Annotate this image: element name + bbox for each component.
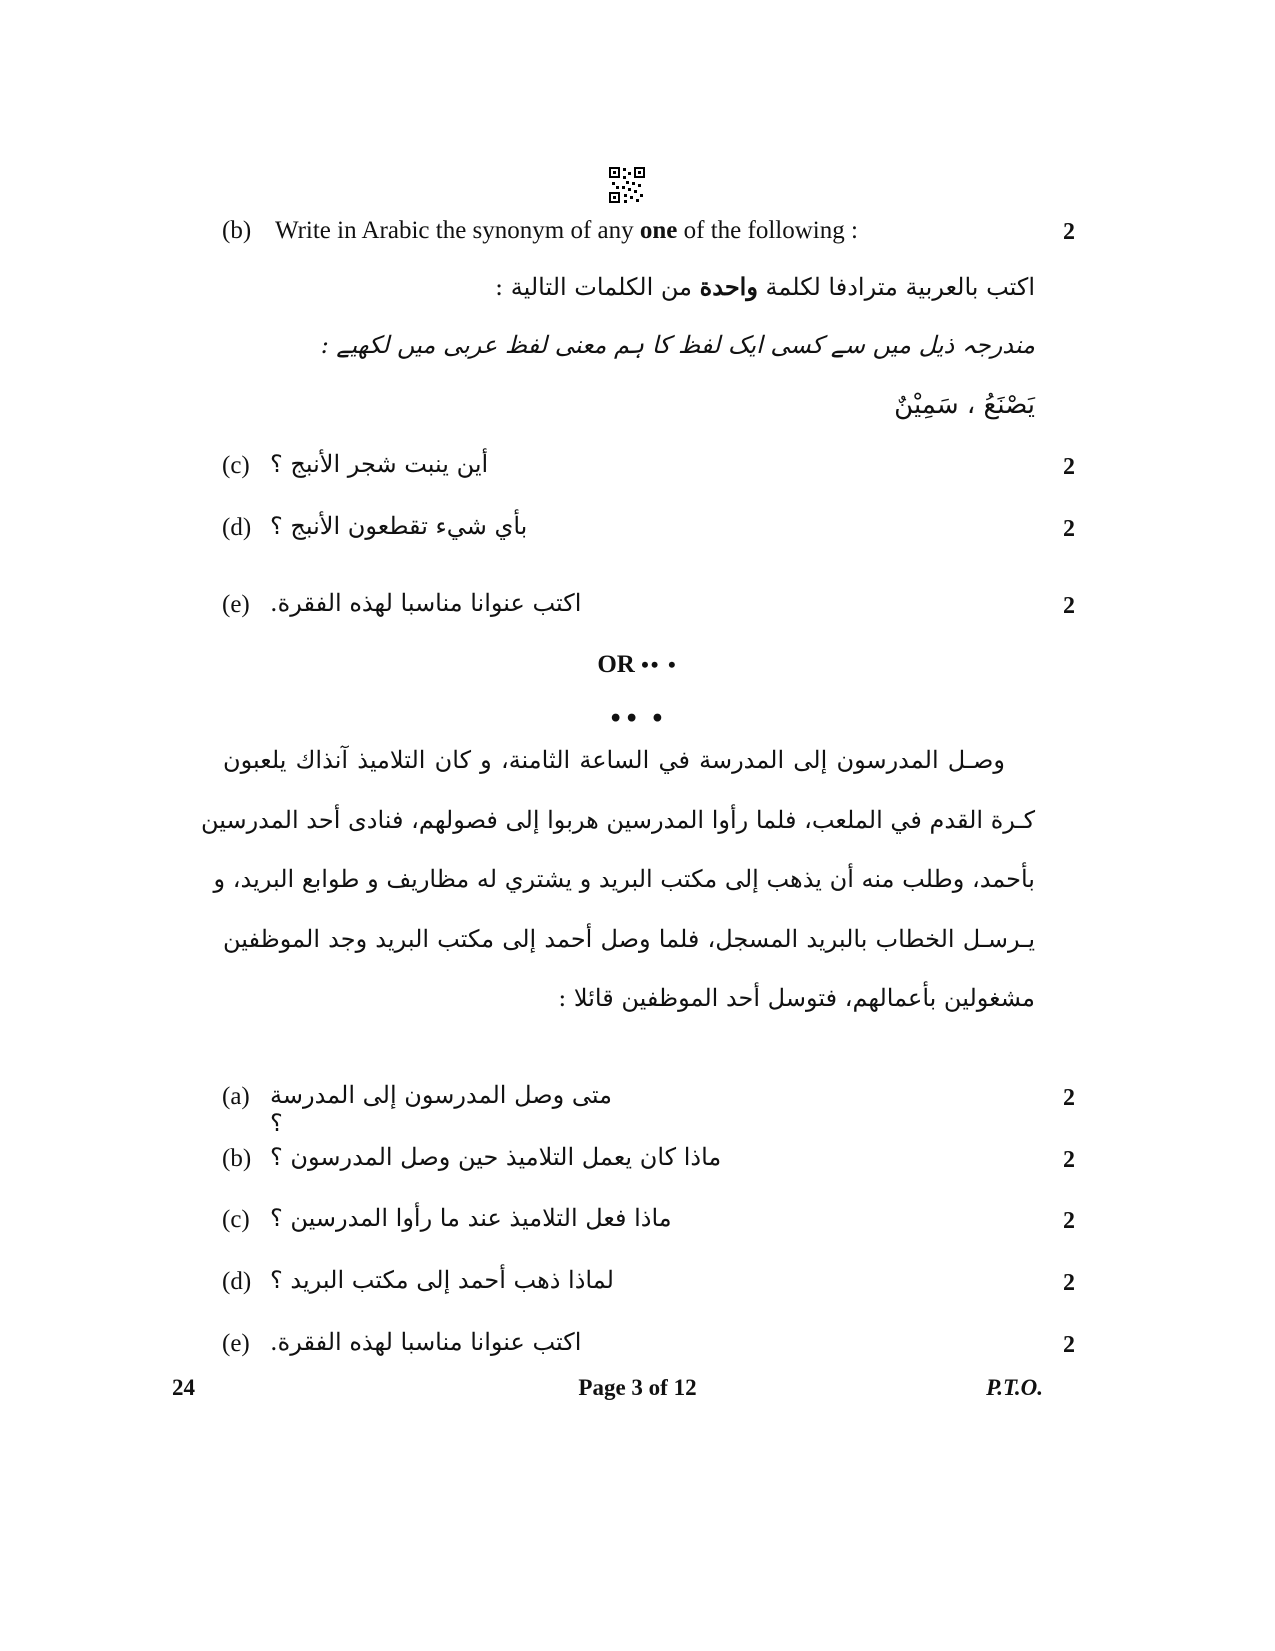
marks: 2 bbox=[1063, 1208, 1075, 1234]
question-label: (d) bbox=[222, 1268, 252, 1295]
question-text: بأي شيء تقطعون الأنبج ؟ bbox=[270, 512, 528, 540]
passage-line: مشغولين بأعمالهم، فتوسل أحد الموظفين قائلا : bbox=[558, 984, 1035, 1012]
question-label: (c) bbox=[222, 452, 250, 479]
passage-line: كـرة القدم في الملعب، فلما رأوا المدرسين هربوا إلى فصولهم، فنادى أحد المدرسين bbox=[200, 806, 1035, 834]
marks: 2 bbox=[1063, 1270, 1075, 1296]
passage-line: يـرسـل الخطاب بالبريد المسجل، فلما وصل أحمد إلى مكتب البريد وجد الموظفين bbox=[223, 925, 1035, 953]
page-number: Page 3 of 12 bbox=[578, 1375, 697, 1400]
question-text: اكتب عنوانا مناسبا لهذه الفقرة. bbox=[270, 589, 582, 617]
instruction-emphasis: one bbox=[639, 217, 678, 244]
question-label: (b) bbox=[222, 1145, 252, 1172]
instruction-text: من الكلمات التالية : bbox=[495, 273, 700, 301]
question-label: (a) bbox=[222, 1083, 250, 1110]
marks: 2 bbox=[1063, 1085, 1075, 1111]
question-text: أين ينبت شجر الأنبج ؟ bbox=[270, 450, 489, 478]
instruction-emphasis: واحدة bbox=[699, 272, 758, 301]
question-text: ماذا فعل التلاميذ عند ما رأوا المدرسين ؟ bbox=[270, 1204, 672, 1232]
question-text: متى وصل المدرسون إلى المدرسة ؟ bbox=[270, 1081, 612, 1137]
question-label: (c) bbox=[222, 1206, 250, 1233]
passage-line: بأحمد، وطلب منه أن يذهب إلى مكتب البريد و يشتري له مظاريف و طوابع البريد، و bbox=[213, 865, 1035, 893]
marks: 2 bbox=[1063, 593, 1075, 619]
instruction-urdu: مندرجہ ذیل میں سے کسی ایک لفظ کا ہم معنی لفظ عربی میں لکھیے : bbox=[320, 331, 1035, 359]
question-label: (e) bbox=[222, 1330, 250, 1357]
question-text: ماذا كان يعمل التلاميذ حين وصل المدرسون ؟ bbox=[270, 1143, 722, 1171]
question-text: لماذا ذهب أحمد إلى مكتب البريد ؟ bbox=[270, 1266, 614, 1294]
marks: 2 bbox=[1063, 219, 1075, 245]
or-label: OR bbox=[597, 651, 635, 678]
question-label: (b) bbox=[222, 217, 252, 244]
pto-note: P.T.O. bbox=[986, 1375, 1043, 1400]
or-ornament: •• • bbox=[641, 652, 678, 677]
marks: 2 bbox=[1063, 1147, 1075, 1173]
question-label: (d) bbox=[222, 514, 252, 541]
instruction-text: Write in Arabic the synonym of any bbox=[275, 217, 640, 244]
paper-code: 24 bbox=[172, 1375, 195, 1400]
marks: 2 bbox=[1063, 516, 1075, 542]
instruction-text: اكتب بالعربية مترادفا لكلمة bbox=[757, 273, 1035, 301]
question-text: اكتب عنوانا مناسبا لهذه الفقرة. bbox=[270, 1328, 582, 1356]
or-dots: •• • bbox=[608, 706, 667, 732]
passage bbox=[200, 0, 1035, 1100]
marks: 2 bbox=[1063, 1332, 1075, 1358]
instruction-text: of the following : bbox=[677, 217, 858, 244]
marks: 2 bbox=[1063, 454, 1075, 480]
passage-line: وصـل المدرسون إلى المدرسة في الساعة الثامنة، و كان التلاميذ آنذاك يلعبون bbox=[223, 746, 1005, 774]
word-list: يَصْنَعُ ، سَمِيْنٌ bbox=[894, 390, 1035, 420]
question-label: (e) bbox=[222, 591, 250, 618]
